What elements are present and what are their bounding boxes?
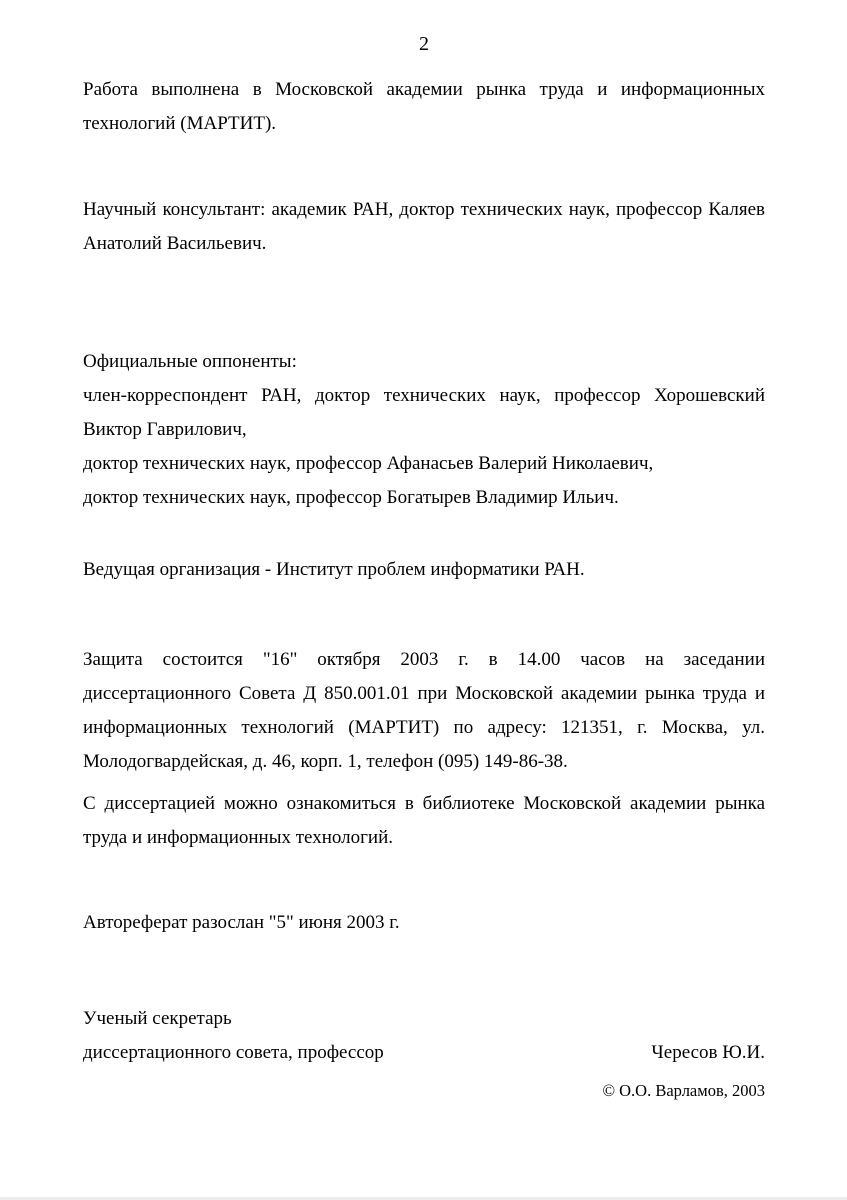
signature-row bbox=[83, 1036, 765, 1070]
paragraph-leading-organization: Ведущая организация - Институт проблем информатики РАН. bbox=[83, 559, 585, 580]
paragraph-work-performed: Работа выполнена в Московской академии рынка труда и информационных технологий (МАРТИТ). bbox=[83, 79, 765, 134]
paragraph-defense-announcement: Защита состоится "16" октября 2003 г. в 14.00 часов на заседании диссертационного Совета Д 850.001.01 при Московской академии рынка труда и информационных технологий (МАРТИТ) по адресу: 121351, г. Москва, ул. Молодогвардейская, д. 46, корп. 1, телефон (095) 149-86-38. bbox=[83, 649, 765, 772]
opponent-item: доктор технических наук, профессор Богатырев Владимир Ильич. bbox=[83, 487, 619, 508]
paragraph-library-note: С диссертацией можно ознакомиться в библиотеке Московской академии рынка труда и информационных технологий. bbox=[83, 793, 765, 848]
paragraph-abstract-sent: Автореферат разослан "5" июня 2003 г. bbox=[83, 912, 400, 933]
opponent-item: доктор технических наук, профессор Афанасьев Валерий Николаевич, bbox=[83, 453, 654, 474]
signature-block bbox=[83, 1002, 765, 1070]
paragraph-scientific-consultant: Научный консультант: академик РАН, доктор технических наук, профессор Каляев Анатолий Васильевич. bbox=[83, 199, 765, 254]
page-number: 2 bbox=[419, 33, 429, 55]
signature-title-line2: диссертационного совета, профессор bbox=[83, 1042, 384, 1063]
opponents-heading: Официальные оппоненты: bbox=[83, 351, 297, 372]
opponent-item: член-корреспондент РАН, доктор технических наук, профессор Хорошевский Виктор Гаврилович, bbox=[83, 385, 765, 440]
copyright-notice: © О.О. Варламов, 2003 bbox=[602, 1081, 765, 1100]
section-official-opponents bbox=[83, 345, 765, 515]
signature-title-line1: Ученый секретарь bbox=[83, 1008, 232, 1029]
signature-name: Чересов Ю.И. bbox=[651, 1042, 765, 1063]
